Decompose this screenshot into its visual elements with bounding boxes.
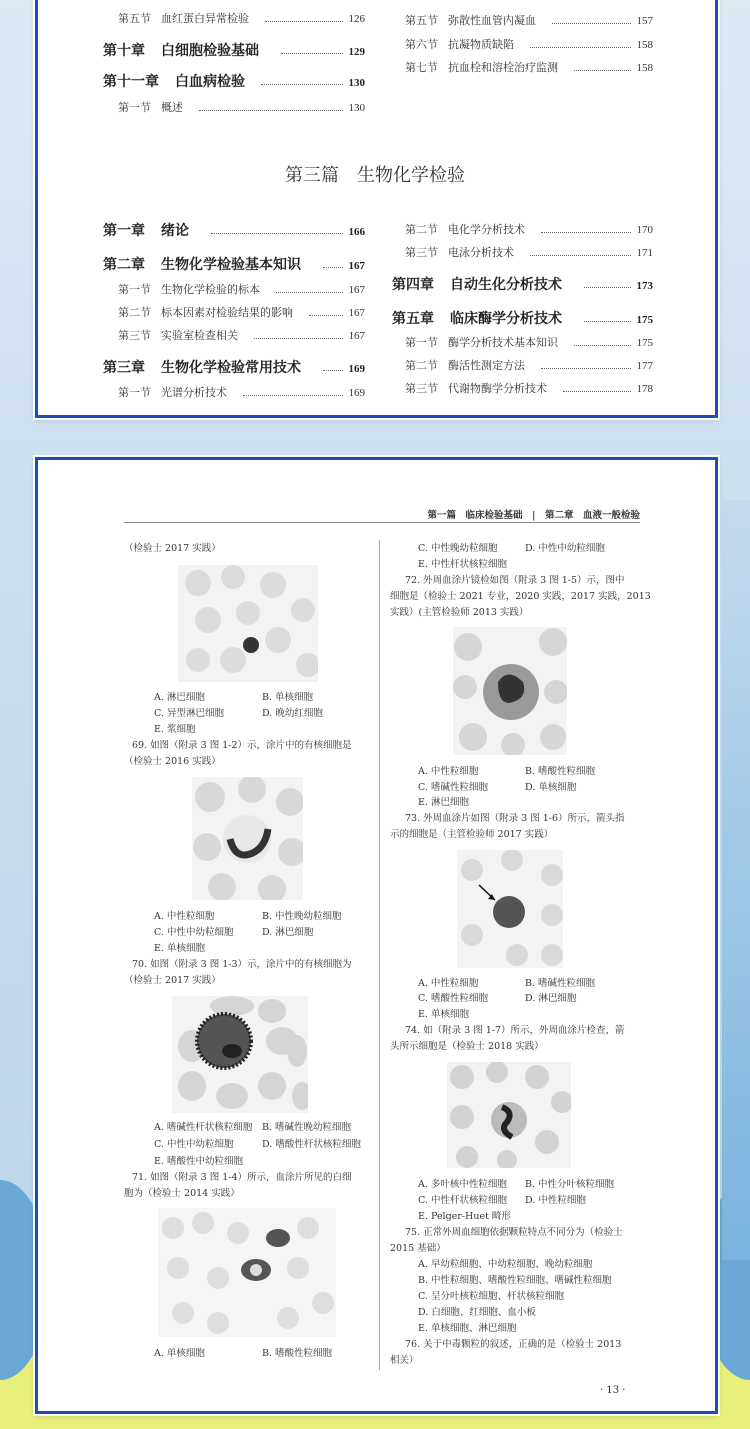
toc-title: 自动生化分析技术: [450, 277, 562, 293]
toc-page: 130: [348, 77, 365, 89]
toc-page: 173: [636, 280, 653, 292]
micrograph-fig-1-4: [158, 1208, 336, 1337]
option-c[interactable]: C. 中性中幼粒细胞: [154, 1139, 234, 1150]
question-text: 72. 外周血涂片镜检如图（附录 3 图 1-5）示，图中: [405, 575, 625, 586]
question-text: 76. 关于中毒颗粒的叙述，正确的是（检验士 2013: [405, 1339, 622, 1350]
toc-title: 弥散性血管内凝血: [448, 14, 536, 27]
toc-title: 代谢物酶学分析技术: [448, 382, 547, 395]
toc-page: 170: [636, 224, 653, 236]
part-title: 第三篇 生物化学检验: [285, 165, 465, 186]
option-d[interactable]: D. 中性粒细胞: [525, 1195, 586, 1206]
toc-page: 166: [348, 226, 365, 238]
option-b[interactable]: B. 嗜碱性粒细胞: [525, 978, 596, 989]
question-text: 70. 如图（附录 3 图 1-3）示，涂片中的有核细胞为: [132, 959, 352, 970]
toc-page: 158: [636, 39, 653, 51]
option-a[interactable]: A. 淋巴细胞: [154, 692, 205, 703]
option-c[interactable]: C. 中性晚幼粒细胞: [418, 543, 498, 554]
column-divider: [379, 540, 380, 1370]
option-b[interactable]: B. 中性分叶核粒细胞: [525, 1179, 615, 1190]
toc-page: 169: [348, 387, 365, 399]
toc-num: 第五节: [118, 12, 151, 25]
option-d[interactable]: D. 淋巴细胞: [525, 993, 577, 1004]
toc-page: 178: [636, 383, 653, 395]
option-d[interactable]: D. 中性中幼粒细胞: [525, 543, 605, 554]
question-text: 73. 外周血涂片如图（附录 3 图 1-6）所示，箭头指: [405, 813, 625, 824]
option-c[interactable]: C. 嗜碱性粒细胞: [418, 782, 488, 793]
toc-page: 157: [636, 15, 653, 27]
option-a[interactable]: A. 早幼粒细胞、中幼粒细胞、晚幼粒细胞: [418, 1259, 593, 1270]
toc-title: 血红蛋白异常检验: [161, 12, 249, 25]
question-text: （检验士 2017 实践）: [124, 543, 221, 554]
option-c[interactable]: C. 中性中幼粒细胞: [154, 927, 234, 938]
option-a[interactable]: A. 中性粒细胞: [418, 766, 479, 777]
toc-title: 概述: [161, 101, 183, 114]
toc-page: 175: [636, 337, 653, 349]
option-c[interactable]: C. 呈分叶核粒细胞、杆状核粒细胞: [418, 1291, 564, 1302]
option-c[interactable]: C. 嗜酸性粒细胞: [418, 993, 488, 1004]
question-text: 2015 基础）: [390, 1243, 446, 1254]
option-d[interactable]: D. 嗜酸性杆状核粒细胞: [262, 1139, 361, 1150]
question-text: 71. 如图（附录 3 图 1-4）所示，血涂片所见的白细: [132, 1172, 352, 1183]
toc-num: 第二节: [118, 306, 151, 319]
micrograph-fig-1-2: [192, 777, 303, 900]
toc-title: 生物化学检验基本知识: [161, 257, 301, 273]
running-header: 第一篇 临床检验基础 | 第二章 血液一般检验: [427, 510, 640, 521]
question-text: 69. 如图（附录 3 图 1-2）示，涂片中的有核细胞是: [132, 740, 352, 751]
option-c[interactable]: C. 中性杆状核粒细胞: [418, 1195, 507, 1206]
toc-num: 第三节: [118, 329, 151, 342]
toc-page: 177: [636, 360, 653, 372]
toc-num: 第四章: [392, 277, 434, 293]
toc-title: 生物化学检验的标本: [161, 283, 260, 296]
option-e[interactable]: E. Pelger-Huet 畸形: [418, 1211, 511, 1222]
toc-title: 绪论: [161, 223, 189, 239]
toc-title: 实验室检查相关: [161, 329, 238, 342]
option-c[interactable]: C. 异型淋巴细胞: [154, 708, 224, 719]
header-rule: [124, 522, 640, 523]
toc-page: 126: [348, 13, 365, 25]
toc-page: 129: [348, 46, 365, 58]
option-b[interactable]: B. 单核细胞: [262, 692, 314, 703]
micrograph-fig-1-3: [172, 996, 308, 1113]
option-b[interactable]: B. 中性晚幼粒细胞: [262, 911, 342, 922]
option-b[interactable]: B. 中性粒细胞、嗜酸性粒细胞、嗜碱性粒细胞: [418, 1275, 612, 1286]
option-e[interactable]: E. 单核细胞: [418, 1009, 469, 1020]
option-d[interactable]: D. 单核细胞: [525, 782, 577, 793]
toc-num: 第一章: [103, 223, 145, 239]
toc-title: 生物化学检验常用技术: [161, 360, 301, 376]
question-text: （检验士 2017 实践）: [124, 975, 221, 986]
option-d[interactable]: D. 白细胞、红细胞、血小板: [418, 1307, 536, 1318]
toc-title: 酶学分析技术基本知识: [448, 336, 558, 349]
micrograph-fig-1-1: [178, 565, 318, 682]
toc-num: 第一节: [405, 336, 438, 349]
option-e[interactable]: E. 中性杆状核粒细胞: [418, 559, 507, 570]
toc-title: 抗凝物质缺陷: [448, 38, 514, 51]
question-text: 示的细胞是（主管检验师 2017 实践）: [390, 829, 554, 840]
option-a[interactable]: A. 中性粒细胞: [418, 978, 479, 989]
toc-num: 第一节: [118, 101, 151, 114]
toc-title: 光谱分析技术: [161, 386, 227, 399]
micrograph-fig-1-5: [453, 627, 567, 755]
toc-page: 167: [348, 260, 365, 272]
option-e[interactable]: E. 单核细胞: [154, 943, 205, 954]
toc-page: 158: [636, 62, 653, 74]
toc-title: 白细胞检验基础: [161, 43, 259, 59]
option-e[interactable]: E. 单核细胞、淋巴细胞: [418, 1323, 517, 1334]
toc-title: 电化学分析技术: [448, 223, 525, 236]
toc-page: 175: [636, 314, 653, 326]
toc-page: 171: [636, 247, 653, 259]
toc-title: 临床酶学分析技术: [450, 311, 562, 327]
micrograph-fig-1-6: [457, 850, 563, 968]
toc-title: 抗血栓和溶栓治疗监测: [448, 61, 558, 74]
toc-num: 第一节: [118, 386, 151, 399]
toc-page: 130: [348, 102, 365, 114]
toc-num: 第三章: [103, 360, 145, 376]
option-d[interactable]: D. 淋巴细胞: [262, 927, 314, 938]
option-a[interactable]: A. 嗜碱性杆状核粒细胞: [154, 1122, 253, 1133]
question-text: 细胞是（检验士 2021 专业，2020 实践，2017 实践，2013: [390, 591, 651, 602]
option-a[interactable]: A. 中性粒细胞: [154, 911, 215, 922]
toc-num: 第二节: [405, 223, 438, 236]
toc-num: 第三节: [405, 246, 438, 259]
micrograph-fig-1-7: [447, 1062, 571, 1168]
toc-page: 169: [348, 363, 365, 375]
toc-page: 167: [348, 284, 365, 296]
toc-title: 酶活性测定方法: [448, 359, 525, 372]
toc-num: 第五节: [405, 14, 438, 27]
toc-num: 第十章: [103, 43, 145, 59]
toc-title: 电泳分析技术: [448, 246, 514, 259]
question-text: 胞为（检验士 2014 实践）: [124, 1188, 240, 1199]
toc-title: 白血病检验: [175, 74, 245, 90]
question-text: 头所示细胞是（检验士 2018 实践）: [390, 1041, 544, 1052]
toc-num: 第三节: [405, 382, 438, 395]
toc-page: 167: [348, 307, 365, 319]
toc-num: 第五章: [392, 311, 434, 327]
toc-num: 第六节: [405, 38, 438, 51]
toc-title: 标本因素对检验结果的影响: [161, 306, 293, 319]
option-b[interactable]: B. 嗜碱性晚幼粒细胞: [262, 1122, 352, 1133]
option-e[interactable]: E. 淋巴细胞: [418, 797, 469, 808]
option-a[interactable]: A. 多叶核中性粒细胞: [418, 1179, 507, 1190]
question-text: 实践）(主管检验师 2013 实践）: [390, 607, 529, 618]
toc-num: 第十一章: [103, 74, 159, 90]
option-b[interactable]: B. 嗜酸性粒细胞: [525, 766, 596, 777]
option-b[interactable]: B. 嗜酸性粒细胞: [262, 1348, 333, 1359]
option-d[interactable]: D. 晚幼红细胞: [262, 708, 323, 719]
option-e[interactable]: E. 嗜酸性中幼粒细胞: [154, 1156, 243, 1167]
toc-num: 第一节: [118, 283, 151, 296]
toc-page: 167: [348, 330, 365, 342]
question-text: （检验士 2016 实践）: [124, 756, 221, 767]
toc-num: 第二节: [405, 359, 438, 372]
toc-num: 第七节: [405, 61, 438, 74]
option-a[interactable]: A. 单核细胞: [154, 1348, 205, 1359]
toc-num: 第二章: [103, 257, 145, 273]
question-text: 相关）: [390, 1355, 419, 1366]
page-number: · 13 ·: [600, 1385, 626, 1396]
question-text: 75. 正常外周血细胞依据颗粒特点不同分为（检验士: [405, 1227, 623, 1238]
question-text: 74. 如（附录 3 图 1-7）所示，外周血涂片检查，箭: [405, 1025, 625, 1036]
option-e[interactable]: E. 浆细胞: [154, 724, 196, 735]
